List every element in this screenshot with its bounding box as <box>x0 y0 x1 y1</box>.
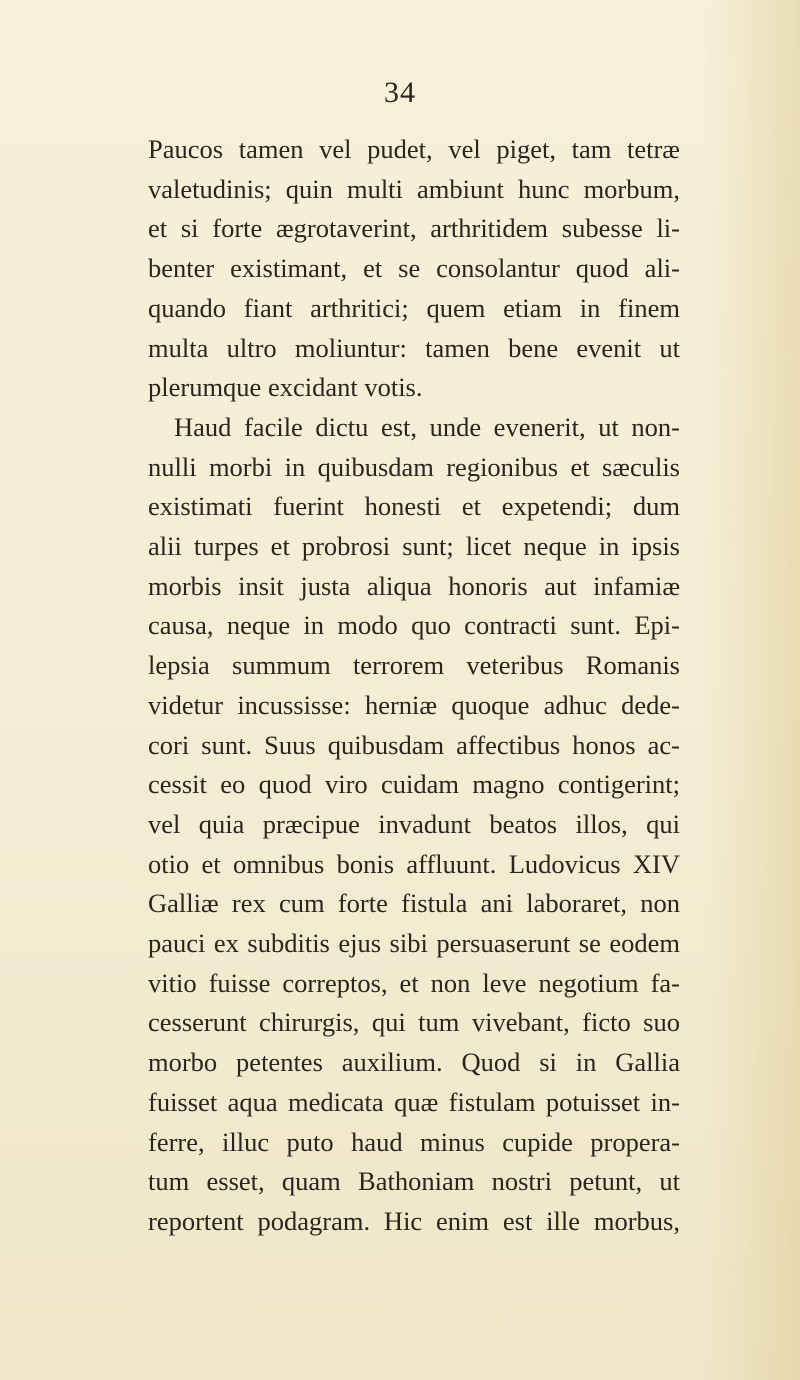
text-line: Haud facile dictu est, unde evenerit, ut non- <box>174 411 680 442</box>
text-line: valetudinis; quin multi ambiunt hunc morbum, <box>148 173 680 204</box>
text-line: videtur incussisse: herniæ quoque adhuc dede- <box>148 689 680 720</box>
text-line: morbo petentes auxilium. Quod si in Gallia <box>148 1047 680 1078</box>
text-line: causa, neque in modo quo contracti sunt. Epi- <box>148 610 680 641</box>
text-line: Paucos tamen vel pudet, vel piget, tam tetræ <box>148 134 680 164</box>
text-line: lepsia summum terrorem veteribus Romanis <box>148 650 680 681</box>
text-line: benter existimant, et se consolantur quod ali- <box>148 253 680 284</box>
page-number: 34 <box>384 76 416 109</box>
text-body <box>148 130 680 1242</box>
text-line: reportent podagram. Hic enim est ille morbus, <box>148 1205 680 1236</box>
text-line: ferre, illuc puto haud minus cupide propera- <box>148 1126 680 1157</box>
text-line: plerumque excidant votis. <box>148 372 423 403</box>
text-line: cori sunt. Suus quibusdam affectibus honos ac- <box>148 729 680 760</box>
text-line: cesserunt chirurgis, qui tum vivebant, ficto suo <box>148 1007 680 1038</box>
text-line: vel quia præcipue invadunt beatos illos, qui <box>148 808 680 839</box>
text-line: cessit eo quod viro cuidam magno contigerint; <box>148 769 680 800</box>
text-line: vitio fuisse correptos, et non leve negotium fa- <box>148 967 680 998</box>
text-line: multa ultro moliuntur: tamen bene evenit ut <box>148 332 680 363</box>
text-line: alii turpes et probrosi sunt; licet neque in ipsis <box>148 531 680 562</box>
text-line: tum esset, quam Bathoniam nostri petunt, ut <box>148 1166 680 1197</box>
text-line: pauci ex subditis ejus sibi persuaserunt se eodem <box>148 928 680 959</box>
text-line: otio et omnibus bonis affluunt. Ludovicus XIV <box>148 848 680 879</box>
text-line: fuisset aqua medicata quæ fistulam potuisset in- <box>148 1086 680 1117</box>
text-line: nulli morbi in quibusdam regionibus et sæculis <box>148 451 680 482</box>
text-line: existimati fuerint honesti et expetendi; dum <box>148 491 680 522</box>
text-line: morbis insit justa aliqua honoris aut infamiæ <box>148 570 680 601</box>
text-line: quando fiant arthritici; quem etiam in finem <box>148 292 680 323</box>
text-line: Galliæ rex cum forte fistula ani laboraret, non <box>148 888 680 919</box>
text-line: et si forte ægrotaverint, arthritidem subesse li- <box>148 213 680 244</box>
